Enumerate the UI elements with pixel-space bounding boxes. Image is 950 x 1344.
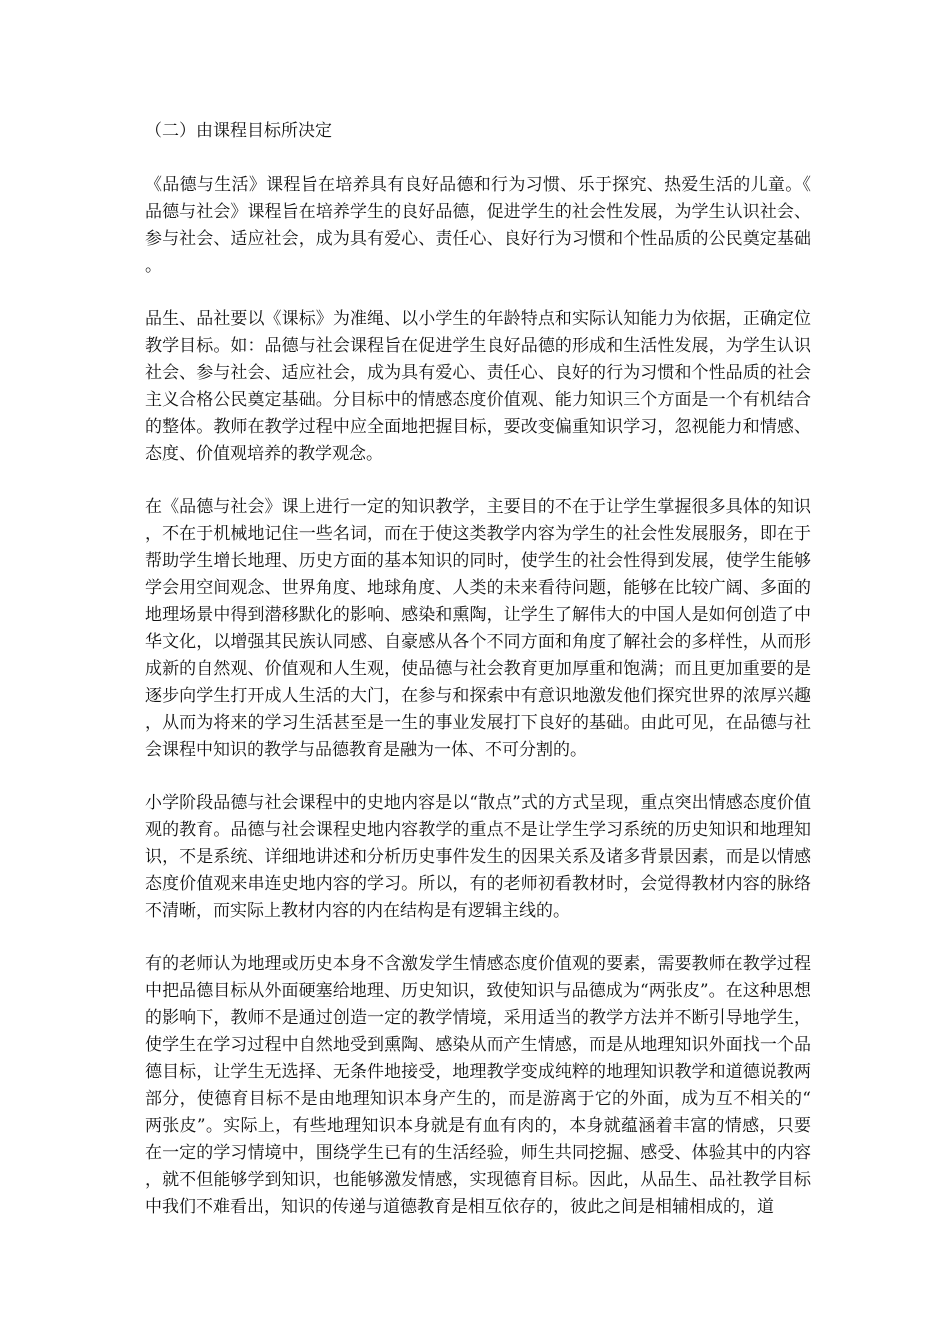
paragraph-two-skins: 有的老师认为地理或历史本身不含激发学生情感态度价值观的要素，需要教师在教学过程中把品德目标从外面硬塞给地理、历史知识，致使知识与品德成为“两张皮”。在这种思想的影响下，教师不是通过创造一定的教学情境，采用适当的教学方法并不断引导地学生，使学生在学习过程中自然地受到熏陶、感染从而产生情感，而是从地理知识外面找一个品德目标，让学生无选择、无条件地接受，地理教学变成纯粹的地理知识教学和道德说教两部分，使德育目标不是由地理知识本身产生的，而是游离于它的外面，成为互不相关的“两张皮”。实际上，有些地理知识本身就是有血有肉的，本身就蕴涵着丰富的情感，只要在一定的学习情境中，围绕学生已有的生活经验，师生共同挖掘、感受、体验其中的内容，就不但能够学到知识，也能够激发情感，实现德育目标。因此，从品生、品社教学目标中我们不难看出，知识的传递与道德教育是相互依存的，彼此之间是相辅相成的，道 (145, 954, 811, 1217)
paragraph-course-goals: 《品德与生活》课程旨在培养具有良好品德和行为习惯、乐于探究、热爱生活的儿童。《品德与社会》课程旨在培养学生的良好品德，促进学生的社会性发展，为学生认识社会、参与社会、适应社会，成为具有爱心、责任心、良好行为习惯和个性品质的公民奠定基础。 (145, 175, 811, 276)
section-heading: （二）由课程目标所决定 (145, 121, 332, 141)
paragraph-knowledge-teaching: 在《品德与社会》课上进行一定的知识教学，主要目的不在于让学生掌握很多具体的知识，不在于机械地记住一些名词，而在于使这类教学内容为学生的社会性发展服务，即在于帮助学生增长地理、历史方面的基本知识的同时，使学生的社会性得到发展，使学生能够学会用空间观念、世界角度、地球角度、人类的未来看待问题，能够在比较广阔、多面的地理场景中得到潜移默化的影响、感染和熏陶，让学生了解伟大的中国人是如何创造了中华文化，以增强其民族认同感、自豪感从各个不同方面和角度了解社会的多样性，从而形成新的自然观、价值观和人生观，使品德与社会教育更加厚重和饱满；而且更加重要的是逐步向学生打开成人生活的大门，在参与和探索中有意识地激发他们探究世界的浓厚兴趣，从而为将来的学习生活甚至是一生的事业发展打下良好的基础。由此可见，在品德与社会课程中知识的教学与品德教育是融为一体、不可分割的。 (145, 497, 811, 760)
paragraph-history-geography: 小学阶段品德与社会课程中的史地内容是以“散点”式的方式呈现，重点突出情感态度价值观的教育。品德与社会课程史地内容教学的重点不是让学生学习系统的历史知识和地理知识，不是系统、详细地讲述和分析历史事件发生的因果关系及诸多背景因素，而是以情感态度价值观来串连史地内容的学习。所以，有的老师初看教材时，会觉得教材内容的脉络不清晰，而实际上教材内容的内在结构是有逻辑主线的。 (145, 793, 811, 921)
paragraph-teaching-objectives: 品生、品社要以《课标》为准绳、以小学生的年龄特点和实际认知能力为依据，正确定位教学目标。如：品德与社会课程旨在促进学生良好品德的形成和生活性发展，为学生认识社会、参与社会、适应社会，成为具有爱心、责任心、良好的行为习惯和个性品质的社会主义合格公民奠定基础。分目标中的情感态度价值观、能力知识三个方面是一个有机结合的整体。教师在教学过程中应全面地把握目标，要改变偏重知识学习，忽视能力和情感、态度、价值观培养的教学观念。 (145, 309, 811, 464)
document-page (145, 118, 811, 1221)
